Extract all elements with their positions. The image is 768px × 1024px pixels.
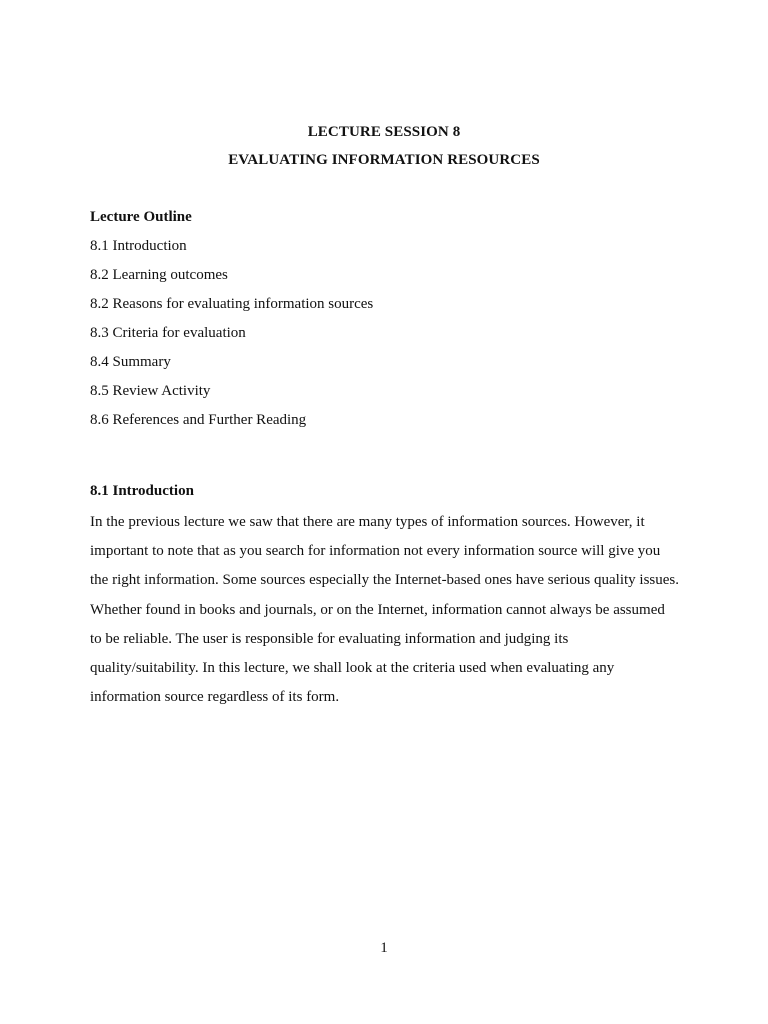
introduction-paragraph: In the previous lecture we saw that there are many types of information sources. However, it important to note that as you search for information not every information source will give you the right information. Some sources especially the Internet-based ones have serious quality issues. Whether found in books and journals, or on the Internet, information cannot always be assumed to be reliable. The user is responsible for evaluating information and judging its quality/suitability. In this lecture, we shall look at the criteria used when evaluating any information source regardless of its form. <box>90 514 680 706</box>
outline-item-references: 8.6 References and Further Reading <box>90 412 307 428</box>
lecture-session-title: LECTURE SESSION 8 <box>307 124 461 140</box>
lecture-topic-title: EVALUATING INFORMATION RESOURCES <box>228 152 540 168</box>
lecture-outline <box>90 208 690 440</box>
outline-item-introduction: 8.1 Introduction <box>90 238 187 254</box>
outline-item-review-activity: 8.5 Review Activity <box>90 383 211 399</box>
outline-list <box>90 237 690 440</box>
introduction-heading: 8.1 Introduction <box>90 483 194 499</box>
outline-item-reasons: 8.2 Reasons for evaluating information sources <box>90 296 374 312</box>
introduction-section <box>90 482 690 712</box>
page-number: 1 <box>380 940 388 956</box>
outline-item-criteria: 8.3 Criteria for evaluation <box>90 325 246 341</box>
outline-heading: Lecture Outline <box>90 209 192 225</box>
outline-item-summary: 8.4 Summary <box>90 354 171 370</box>
outline-item-learning-outcomes: 8.2 Learning outcomes <box>90 267 228 283</box>
